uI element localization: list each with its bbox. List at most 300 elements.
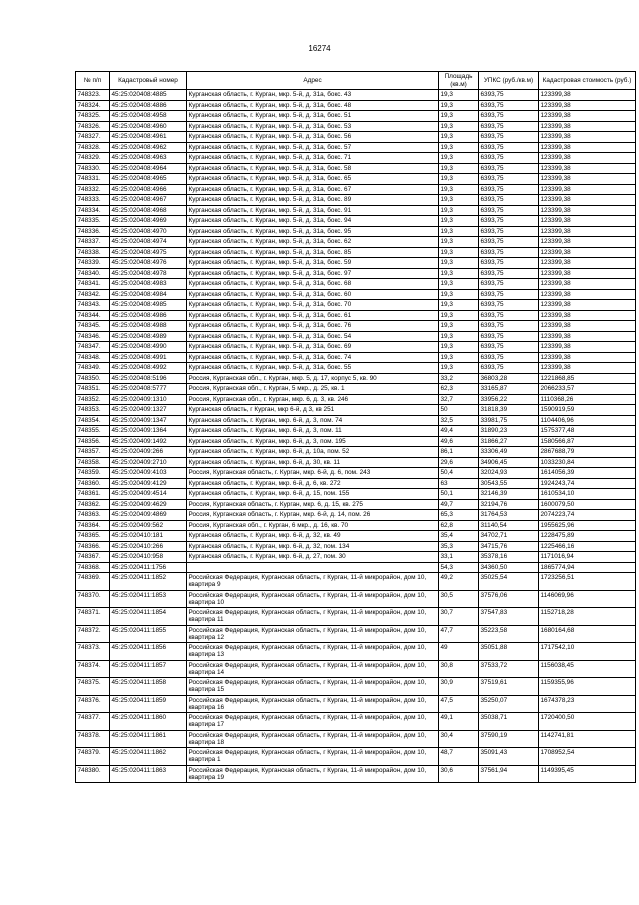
cell-number: 748324. <box>76 100 110 111</box>
cell-area: 30,9 <box>439 678 479 696</box>
cell-cadastral-number: 45:25:020409:1492 <box>110 436 187 447</box>
cell-number: 748379. <box>76 748 110 766</box>
table-row <box>76 205 636 216</box>
cell-cadastral-value: 1720400,50 <box>539 713 636 731</box>
cell-upks: 37547,83 <box>479 608 539 626</box>
table-row <box>76 163 636 174</box>
cell-number: 748354. <box>76 415 110 426</box>
cell-upks: 6393,75 <box>479 237 539 248</box>
cell-area: 30,6 <box>439 765 479 783</box>
cell-cadastral-number: 45:25:020411:1857 <box>110 660 187 678</box>
cell-area: 19,3 <box>439 205 479 216</box>
table-row <box>76 489 636 500</box>
cell-cadastral-number: 45:25:020408:4966 <box>110 184 187 195</box>
cell-cadastral-value: 123399,38 <box>539 310 636 321</box>
cell-cadastral-number: 45:25:020411:1862 <box>110 748 187 766</box>
page-number: 16274 <box>308 44 331 53</box>
table-row <box>76 608 636 626</box>
cell-upks: 6393,75 <box>479 226 539 237</box>
cell-number: 748327. <box>76 132 110 143</box>
cell-upks: 6393,75 <box>479 363 539 374</box>
cell-number: 748330. <box>76 163 110 174</box>
cell-cadastral-value: 1225466,16 <box>539 541 636 552</box>
table-row <box>76 562 636 573</box>
cell-address: Курганская область, г. Курган, мкр. 5-й, д. 31а, бокс. 94 <box>187 216 439 227</box>
cell-address: Курганская область, г. Курган, мкр. 6-й, д. 10а, пом. 52 <box>187 447 439 458</box>
cell-address: Курганская область, г. Курган, мкр. 5-й, д. 31а, бокс. 59 <box>187 258 439 269</box>
cell-area: 33,1 <box>439 552 479 563</box>
cell-address: Российская Федерация, Курганская область, г Курган, 11-й микрорайон, дом 10, квартира 1 <box>187 748 439 766</box>
cell-upks: 35025,54 <box>479 573 539 591</box>
cell-area: 19,3 <box>439 321 479 332</box>
table-row <box>76 184 636 195</box>
cell-area: 19,3 <box>439 268 479 279</box>
cell-area: 50,4 <box>439 468 479 479</box>
cell-cadastral-value: 123399,38 <box>539 153 636 164</box>
cell-cadastral-value: 1610534,10 <box>539 489 636 500</box>
cell-cadastral-number: 45:25:020410:266 <box>110 541 187 552</box>
table-row <box>76 573 636 591</box>
cell-cadastral-value: 1614056,39 <box>539 468 636 479</box>
cell-area: 19,3 <box>439 174 479 185</box>
cell-cadastral-value: 1104406,96 <box>539 415 636 426</box>
table-row <box>76 730 636 748</box>
cell-cadastral-number: 45:25:020409:2710 <box>110 457 187 468</box>
table-row <box>76 457 636 468</box>
cell-number: 748372. <box>76 625 110 643</box>
cell-number: 748323. <box>76 90 110 101</box>
cell-area: 19,3 <box>439 342 479 353</box>
cell-address: Россия, Курганская обл., г. Курган, мкр. 6, д. 3, кв. 246 <box>187 394 439 405</box>
table-row <box>76 531 636 542</box>
cell-address: Курганская область, г. Курган, мкр. 5-й, д. 31а, бокс. 69 <box>187 342 439 353</box>
cell-address: Курганская область, г. Курган, мкр. 6-й, д. 32, кв. 49 <box>187 531 439 542</box>
cell-cadastral-value: 123399,38 <box>539 258 636 269</box>
table-row <box>76 268 636 279</box>
cell-cadastral-value: 123399,38 <box>539 121 636 132</box>
cell-area: 19,3 <box>439 226 479 237</box>
table-row <box>76 132 636 143</box>
cell-number: 748326. <box>76 121 110 132</box>
cell-address: Курганская область, г. Курган, мкр. 5-й, д. 31а, бокс. 71 <box>187 153 439 164</box>
cell-cadastral-value: 1865774,94 <box>539 562 636 573</box>
cell-cadastral-number: 45:25:020409:4629 <box>110 499 187 510</box>
cell-area: 49,4 <box>439 426 479 437</box>
cell-cadastral-number: 45:25:020408:4983 <box>110 279 187 290</box>
table-row <box>76 226 636 237</box>
cell-area: 35,3 <box>439 541 479 552</box>
cell-cadastral-value: 123399,38 <box>539 300 636 311</box>
cell-upks: 33165,87 <box>479 384 539 395</box>
cell-cadastral-number: 45:25:020408:4975 <box>110 247 187 258</box>
table-row <box>76 321 636 332</box>
header-address: Адрес <box>187 72 439 90</box>
cell-upks: 6393,75 <box>479 258 539 269</box>
cell-cadastral-value: 1228475,89 <box>539 531 636 542</box>
cell-address: Курганская область, г. Курган, мкр. 5-й, д. 31а, бокс. 51 <box>187 111 439 122</box>
cell-number: 748357. <box>76 447 110 458</box>
cell-cadastral-number: 45:25:020408:4960 <box>110 121 187 132</box>
cell-address: Курганская область, г. Курган, мкр. 6-й, д. 6, кв. 272 <box>187 478 439 489</box>
cell-cadastral-value: 1924243,74 <box>539 478 636 489</box>
table-row <box>76 363 636 374</box>
cell-number: 748376. <box>76 695 110 713</box>
cell-number: 748362. <box>76 499 110 510</box>
cell-area: 19,3 <box>439 363 479 374</box>
cell-cadastral-value: 1723256,51 <box>539 573 636 591</box>
cell-upks: 6393,75 <box>479 90 539 101</box>
table-row <box>76 625 636 643</box>
cell-area: 32,5 <box>439 415 479 426</box>
cell-area: 54,3 <box>439 562 479 573</box>
cell-upks: 31890,23 <box>479 426 539 437</box>
cell-address: Курганская область, г. Курган, мкр. 6-й, д. 32, пом. 134 <box>187 541 439 552</box>
table-row <box>76 237 636 248</box>
cell-cadastral-number: 45:25:020408:4985 <box>110 300 187 311</box>
cell-upks: 35091,43 <box>479 748 539 766</box>
cell-cadastral-value: 123399,38 <box>539 111 636 122</box>
cell-upks: 34906,45 <box>479 457 539 468</box>
table-row <box>76 258 636 269</box>
cell-area: 30,8 <box>439 660 479 678</box>
cell-area: 19,3 <box>439 331 479 342</box>
table-row <box>76 310 636 321</box>
header-area: Площадь (кв.м) <box>439 72 479 90</box>
cadastral-table <box>75 71 636 783</box>
cell-number: 748359. <box>76 468 110 479</box>
cell-upks: 6393,75 <box>479 205 539 216</box>
cell-address: Курганская область, г. Курган, мкр. 5-й, д. 31а, бокс. 61 <box>187 310 439 321</box>
cell-area: 30,4 <box>439 730 479 748</box>
cell-upks: 31818,39 <box>479 405 539 416</box>
table-row <box>76 384 636 395</box>
cell-address: Курганская область, г. Курган, мкр. 6-й, д. 3, пом. 11 <box>187 426 439 437</box>
table-row <box>76 342 636 353</box>
cell-cadastral-number: 45:25:020409:562 <box>110 520 187 531</box>
cell-cadastral-value: 123399,38 <box>539 100 636 111</box>
table-row <box>76 643 636 661</box>
table-row <box>76 279 636 290</box>
cell-cadastral-value: 123399,38 <box>539 352 636 363</box>
cell-address: Курганская область, г. Курган, мкр. 5-й, д. 31а, бокс. 89 <box>187 195 439 206</box>
cell-cadastral-value: 123399,38 <box>539 195 636 206</box>
cell-cadastral-value: 123399,38 <box>539 142 636 153</box>
cell-cadastral-value: 1033230,84 <box>539 457 636 468</box>
cell-area: 50,1 <box>439 489 479 500</box>
cell-address: Курганская область, г. Курган, мкр. 5-й, д. 31а, бокс. 60 <box>187 289 439 300</box>
cell-number: 748333. <box>76 195 110 206</box>
cell-number: 748328. <box>76 142 110 153</box>
cell-upks: 6393,75 <box>479 100 539 111</box>
table-row <box>76 499 636 510</box>
cell-address: Российская Федерация, Курганская область, г Курган, 11-й микрорайон, дом 10, квартира 11 <box>187 608 439 626</box>
cell-number: 748356. <box>76 436 110 447</box>
cell-upks: 37561,94 <box>479 765 539 783</box>
cell-cadastral-value: 1674378,23 <box>539 695 636 713</box>
cell-cadastral-number: 45:25:020409:1327 <box>110 405 187 416</box>
cell-address: Курганская область, г. Курган, мкр. 5-й, д. 31а, бокс. 74 <box>187 352 439 363</box>
header-upks: УПКС (руб./кв.м) <box>479 72 539 90</box>
table-row <box>76 678 636 696</box>
cell-upks: 6393,75 <box>479 342 539 353</box>
cell-address: Российская Федерация, Курганская область, г Курган, 11-й микрорайон, дом 10, квартира 12 <box>187 625 439 643</box>
cell-address: Россия, Курганская область, г. Курган, мкр. 6-й, д. 14, пом. 26 <box>187 510 439 521</box>
cell-number: 748349. <box>76 363 110 374</box>
cell-cadastral-number: 45:25:020408:4974 <box>110 237 187 248</box>
cell-number: 748369. <box>76 573 110 591</box>
cell-area: 49,2 <box>439 573 479 591</box>
cell-upks: 6393,75 <box>479 331 539 342</box>
cell-number: 748368. <box>76 562 110 573</box>
cell-area: 19,3 <box>439 247 479 258</box>
table-row <box>76 695 636 713</box>
cell-cadastral-value: 1708952,54 <box>539 748 636 766</box>
table-body <box>76 90 636 783</box>
cell-address: Курганская область, г. Курган, мкр. 6-й, д. 3, пом. 74 <box>187 415 439 426</box>
cell-cadastral-number: 45:25:020408:4991 <box>110 352 187 363</box>
cell-cadastral-value: 1149395,45 <box>539 765 636 783</box>
cell-upks: 35223,58 <box>479 625 539 643</box>
cell-address: Курганская область, г. Курган, мкр. 5-й, д. 31а, бокс. 53 <box>187 121 439 132</box>
table-row <box>76 142 636 153</box>
cell-upks: 36803,28 <box>479 373 539 384</box>
cell-address: Российская Федерация, Курганская область, г Курган, 11-й микрорайон, дом 10, квартира 9 <box>187 573 439 591</box>
cell-number: 748370. <box>76 590 110 608</box>
cell-cadastral-number: 45:25:020411:1853 <box>110 590 187 608</box>
table-row <box>76 331 636 342</box>
cell-upks: 31140,54 <box>479 520 539 531</box>
cell-area: 29,6 <box>439 457 479 468</box>
cell-address <box>187 562 439 573</box>
table-row <box>76 405 636 416</box>
cell-number: 748329. <box>76 153 110 164</box>
cell-number: 748334. <box>76 205 110 216</box>
cell-cadastral-number: 45:25:020408:4885 <box>110 90 187 101</box>
header-cadastral-value: Кадастровая стоимость (руб.) <box>539 72 636 90</box>
cell-area: 19,3 <box>439 310 479 321</box>
table-row <box>76 713 636 731</box>
cell-cadastral-value: 2066233,57 <box>539 384 636 395</box>
cell-address: Курганская область, г. Курган, мкр. 5-й, д. 31а, бокс. 85 <box>187 247 439 258</box>
cell-area: 19,3 <box>439 279 479 290</box>
cell-address: Российская Федерация, Курганская область, г Курган, 11-й микрорайон, дом 10, квартира 17 <box>187 713 439 731</box>
table-row <box>76 436 636 447</box>
cell-address: Российская Федерация, Курганская область, г Курган, 11-й микрорайон, дом 10, квартира 13 <box>187 643 439 661</box>
cell-area: 19,3 <box>439 111 479 122</box>
table-row <box>76 520 636 531</box>
cell-upks: 6393,75 <box>479 132 539 143</box>
table-row <box>76 468 636 479</box>
cell-address: Курганская область, г. Курган, мкр. 6-й, д. 27, пом. 30 <box>187 552 439 563</box>
cell-number: 748355. <box>76 426 110 437</box>
cell-cadastral-value: 123399,38 <box>539 363 636 374</box>
cell-upks: 37590,19 <box>479 730 539 748</box>
cell-upks: 6393,75 <box>479 300 539 311</box>
cell-cadastral-number: 45:25:020408:4958 <box>110 111 187 122</box>
cell-area: 19,3 <box>439 184 479 195</box>
cell-upks: 35051,88 <box>479 643 539 661</box>
cell-address: Курганская область, г. Курган, мкр. 5-й, д. 31а, бокс. 62 <box>187 237 439 248</box>
cell-upks: 37519,61 <box>479 678 539 696</box>
cell-upks: 37576,06 <box>479 590 539 608</box>
cell-cadastral-value: 1955625,96 <box>539 520 636 531</box>
cell-area: 50 <box>439 405 479 416</box>
cell-cadastral-number: 45:25:020408:4978 <box>110 268 187 279</box>
cell-number: 748352. <box>76 394 110 405</box>
cell-cadastral-number: 45:25:020408:4986 <box>110 310 187 321</box>
cell-upks: 6393,75 <box>479 163 539 174</box>
cell-area: 47,7 <box>439 625 479 643</box>
cell-number: 748341. <box>76 279 110 290</box>
cell-address: Курганская область, г. Курган, мкр. 5-й, д. 31а, бокс. 95 <box>187 226 439 237</box>
cell-cadastral-number: 45:25:020411:1756 <box>110 562 187 573</box>
cell-upks: 6393,75 <box>479 121 539 132</box>
table-row <box>76 660 636 678</box>
cell-cadastral-number: 45:25:020408:4988 <box>110 321 187 332</box>
cell-cadastral-number: 45:25:020408:4990 <box>110 342 187 353</box>
table-row <box>76 300 636 311</box>
cell-number: 748346. <box>76 331 110 342</box>
cell-cadastral-number: 45:25:020409:1310 <box>110 394 187 405</box>
table-row <box>76 510 636 521</box>
cell-number: 748336. <box>76 226 110 237</box>
cell-address: Курганская область, г. Курган, мкр. 5-й, д. 31а, бокс. 58 <box>187 163 439 174</box>
cell-cadastral-number: 45:25:020411:1856 <box>110 643 187 661</box>
cell-area: 49,6 <box>439 436 479 447</box>
cell-address: Курганская область, г. Курган, мкр. 5-й, д. 31а, бокс. 65 <box>187 174 439 185</box>
cell-cadastral-value: 123399,38 <box>539 174 636 185</box>
cell-cadastral-number: 45:25:020408:4984 <box>110 289 187 300</box>
header-cadastral-number: Кадастровый номер <box>110 72 187 90</box>
cell-cadastral-number: 45:25:020410:181 <box>110 531 187 542</box>
cell-cadastral-number: 45:25:020410:958 <box>110 552 187 563</box>
cell-number: 748343. <box>76 300 110 311</box>
cell-address: Курганская область, г. Курган, мкр. 6-й, д. 15, пом. 155 <box>187 489 439 500</box>
cell-area: 19,3 <box>439 153 479 164</box>
cell-upks: 32024,93 <box>479 468 539 479</box>
cell-area: 19,3 <box>439 100 479 111</box>
table-row <box>76 121 636 132</box>
table-row <box>76 478 636 489</box>
cell-cadastral-number: 45:25:020408:4967 <box>110 195 187 206</box>
cell-number: 748340. <box>76 268 110 279</box>
cell-upks: 6393,75 <box>479 268 539 279</box>
table-row <box>76 90 636 101</box>
cell-number: 748339. <box>76 258 110 269</box>
cell-address: Курганская область, г. Курган, мкр. 5-й, д. 31а, бокс. 97 <box>187 268 439 279</box>
cell-number: 748335. <box>76 216 110 227</box>
cell-address: Россия, Курганская обл., г. Курган, мкр. 5, д. 17, корпус 5, кв. 90 <box>187 373 439 384</box>
cell-cadastral-value: 1171016,94 <box>539 552 636 563</box>
cell-address: Курганская область, г. Курган, мкр. 5-й, д. 31а, бокс. 68 <box>187 279 439 290</box>
cell-number: 748377. <box>76 713 110 731</box>
table-row <box>76 415 636 426</box>
cell-area: 30,5 <box>439 590 479 608</box>
cell-cadastral-value: 1590919,59 <box>539 405 636 416</box>
cell-area: 47,5 <box>439 695 479 713</box>
cell-cadastral-value: 1142741,81 <box>539 730 636 748</box>
cell-cadastral-value: 2867688,79 <box>539 447 636 458</box>
cell-upks: 34715,76 <box>479 541 539 552</box>
cell-area: 19,3 <box>439 352 479 363</box>
cell-cadastral-number: 45:25:020408:4961 <box>110 132 187 143</box>
cell-upks: 34360,50 <box>479 562 539 573</box>
cell-cadastral-number: 45:25:020411:1855 <box>110 625 187 643</box>
cell-address: Курганская область, г. Курган, мкр. 5-й, д. 31а, бокс. 76 <box>187 321 439 332</box>
cell-area: 19,3 <box>439 163 479 174</box>
cell-upks: 33981,75 <box>479 415 539 426</box>
cell-cadastral-number: 45:25:020411:1858 <box>110 678 187 696</box>
cell-area: 35,4 <box>439 531 479 542</box>
cell-number: 748338. <box>76 247 110 258</box>
cell-number: 748366. <box>76 541 110 552</box>
cell-area: 33,2 <box>439 373 479 384</box>
cell-cadastral-number: 45:25:020408:4886 <box>110 100 187 111</box>
cell-area: 49,7 <box>439 499 479 510</box>
cell-cadastral-number: 45:25:020408:4965 <box>110 174 187 185</box>
cell-cadastral-value: 123399,38 <box>539 331 636 342</box>
cell-number: 748365. <box>76 531 110 542</box>
table-row <box>76 765 636 783</box>
cell-cadastral-value: 123399,38 <box>539 321 636 332</box>
cell-number: 748373. <box>76 643 110 661</box>
cell-area: 19,3 <box>439 195 479 206</box>
cell-address: Российская Федерация, Курганская область, г Курган, 11-й микрорайон, дом 10, квартира 18 <box>187 730 439 748</box>
cell-cadastral-value: 123399,38 <box>539 237 636 248</box>
cell-cadastral-number: 45:25:020408:4989 <box>110 331 187 342</box>
cell-cadastral-value: 1717542,10 <box>539 643 636 661</box>
cell-cadastral-value: 123399,38 <box>539 289 636 300</box>
cell-address: Курганская область, г Курган, мкр 6-й, д 3, кв 251 <box>187 405 439 416</box>
cell-area: 63 <box>439 478 479 489</box>
cell-number: 748375. <box>76 678 110 696</box>
cell-number: 748332. <box>76 184 110 195</box>
cell-upks: 6393,75 <box>479 289 539 300</box>
cell-cadastral-value: 123399,38 <box>539 90 636 101</box>
cell-address: Курганская область, г. Курган, мкр. 5-й, д. 31а, бокс. 48 <box>187 100 439 111</box>
cell-address: Россия, Курганская область, г. Курган, мкр. 6, д. 15, кв. 275 <box>187 499 439 510</box>
cell-upks: 6393,75 <box>479 142 539 153</box>
cell-cadastral-number: 45:25:020408:4962 <box>110 142 187 153</box>
cell-number: 748342. <box>76 289 110 300</box>
cell-address: Российская Федерация, Курганская область, г Курган, 11-й микрорайон, дом 10, квартира 15 <box>187 678 439 696</box>
cell-number: 748351. <box>76 384 110 395</box>
cell-upks: 6393,75 <box>479 310 539 321</box>
cell-address: Россия, Курганская обл., г. Курган, 5 мкр., д. 25, кв. 1 <box>187 384 439 395</box>
cell-upks: 35378,16 <box>479 552 539 563</box>
cell-cadastral-number: 45:25:020408:5777 <box>110 384 187 395</box>
cell-area: 19,3 <box>439 132 479 143</box>
cell-upks: 6393,75 <box>479 111 539 122</box>
cell-number: 748347. <box>76 342 110 353</box>
cell-area: 86,1 <box>439 447 479 458</box>
cell-address: Россия, Курганская область, г. Курган, мкр. 6-й, д. 6, пом. 243 <box>187 468 439 479</box>
cell-area: 19,3 <box>439 300 479 311</box>
cell-upks: 33306,49 <box>479 447 539 458</box>
table-row <box>76 373 636 384</box>
cell-cadastral-number: 45:25:020409:1364 <box>110 426 187 437</box>
cell-address: Курганская область, г. Курган, мкр. 5-й, д. 31а, бокс. 67 <box>187 184 439 195</box>
cell-cadastral-value: 1221868,85 <box>539 373 636 384</box>
cell-number: 748371. <box>76 608 110 626</box>
cell-upks: 35038,71 <box>479 713 539 731</box>
cell-number: 748353. <box>76 405 110 416</box>
table-row <box>76 447 636 458</box>
cell-number: 748344. <box>76 310 110 321</box>
cell-number: 748350. <box>76 373 110 384</box>
cell-area: 49,1 <box>439 713 479 731</box>
cell-cadastral-value: 123399,38 <box>539 279 636 290</box>
